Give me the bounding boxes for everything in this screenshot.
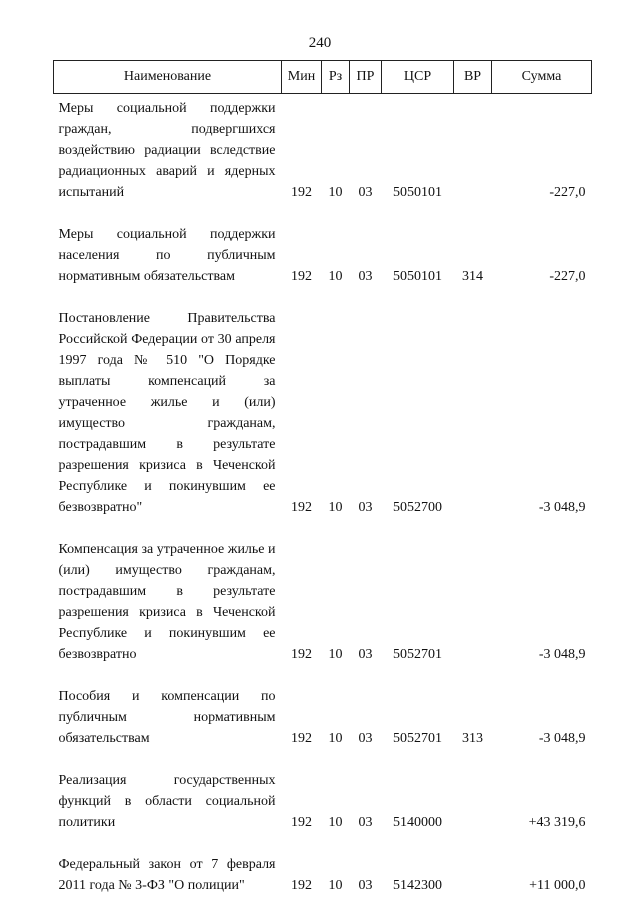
cell-vr [454, 94, 492, 216]
cell-pr: 03 [358, 185, 373, 200]
header-sum: Сумма [492, 61, 592, 94]
cell-csr: 5050101 [393, 269, 442, 284]
cell-sum: -3 048,9 [538, 500, 586, 515]
cell-sum: -227,0 [549, 269, 586, 284]
cell-name: Меры социальной поддержки граждан, подвергшихся воздействию радиации вследствие радиационных аварий и ядерных испытаний [58, 101, 276, 200]
cell-min: 192 [291, 269, 312, 284]
table-row [54, 677, 592, 761]
cell-csr: 5052700 [393, 500, 442, 515]
cell-vr [454, 761, 492, 845]
cell-sum: -3 048,9 [538, 731, 586, 746]
cell-name: Федеральный закон от 7 февраля 2011 года № 3-ФЗ "О полиции" [58, 857, 276, 893]
table-header-row [54, 61, 592, 94]
cell-sum: +11 000,0 [529, 878, 586, 893]
cell-rz: 10 [328, 815, 343, 830]
header-csr: ЦСР [382, 61, 454, 94]
cell-pr: 03 [358, 647, 373, 662]
table-row [54, 94, 592, 216]
cell-rz: 10 [328, 269, 343, 284]
cell-min: 192 [291, 500, 312, 515]
cell-name: Постановление Правительства Российской Федерации от 30 апреля 1997 года № 510 "О Порядке выплаты компенсаций за утраченное жилье и (или) имущество гражданам, пострадавшим в результате разрешения кризиса в Чеченской Республике и покинувшим ее безвозвратно" [58, 311, 276, 515]
cell-min: 192 [291, 731, 312, 746]
cell-sum: -227,0 [549, 185, 586, 200]
cell-pr: 03 [358, 500, 373, 515]
cell-csr: 5140000 [393, 815, 442, 830]
cell-min: 192 [291, 815, 312, 830]
cell-pr: 03 [358, 269, 373, 284]
cell-vr [454, 530, 492, 677]
cell-rz: 10 [328, 500, 343, 515]
cell-name: Компенсация за утраченное жилье и (или) имущество гражданам, пострадавшим в результате разрешения кризиса в Чеченской Республике и покинувшим ее безвозвратно [58, 542, 276, 662]
cell-csr: 5052701 [393, 731, 442, 746]
cell-rz: 10 [328, 647, 343, 662]
cell-name: Реализация государственных функций в области социальной политики [58, 773, 276, 830]
header-rz: Рз [322, 61, 350, 94]
table-row [54, 530, 592, 677]
table-row [54, 215, 592, 299]
budget-table [53, 60, 592, 908]
table-row [54, 299, 592, 530]
cell-csr: 5052701 [393, 647, 442, 662]
cell-sum: -3 048,9 [538, 647, 586, 662]
cell-pr: 03 [358, 815, 373, 830]
header-min: Мин [282, 61, 322, 94]
cell-name: Меры социальной поддержки населения по публичным нормативным обязательствам [58, 227, 276, 284]
header-pr: ПР [350, 61, 382, 94]
cell-rz: 10 [328, 878, 343, 893]
cell-pr: 03 [358, 731, 373, 746]
cell-min: 192 [291, 878, 312, 893]
cell-min: 192 [291, 647, 312, 662]
cell-pr: 03 [358, 878, 373, 893]
cell-vr [454, 845, 492, 908]
cell-csr: 5142300 [393, 878, 442, 893]
cell-vr: 313 [462, 731, 483, 746]
page-number: 240 [308, 35, 332, 51]
header-name: Наименование [54, 61, 282, 94]
table-row [54, 845, 592, 908]
cell-csr: 5050101 [393, 185, 442, 200]
header-vr: ВР [454, 61, 492, 94]
cell-vr [454, 299, 492, 530]
cell-sum: +43 319,6 [528, 815, 586, 830]
cell-vr: 314 [462, 269, 483, 284]
cell-name: Пособия и компенсации по публичным нормативным обязательствам [58, 689, 276, 746]
cell-rz: 10 [328, 731, 343, 746]
table-row [54, 761, 592, 845]
cell-rz: 10 [328, 185, 343, 200]
cell-min: 192 [291, 185, 312, 200]
